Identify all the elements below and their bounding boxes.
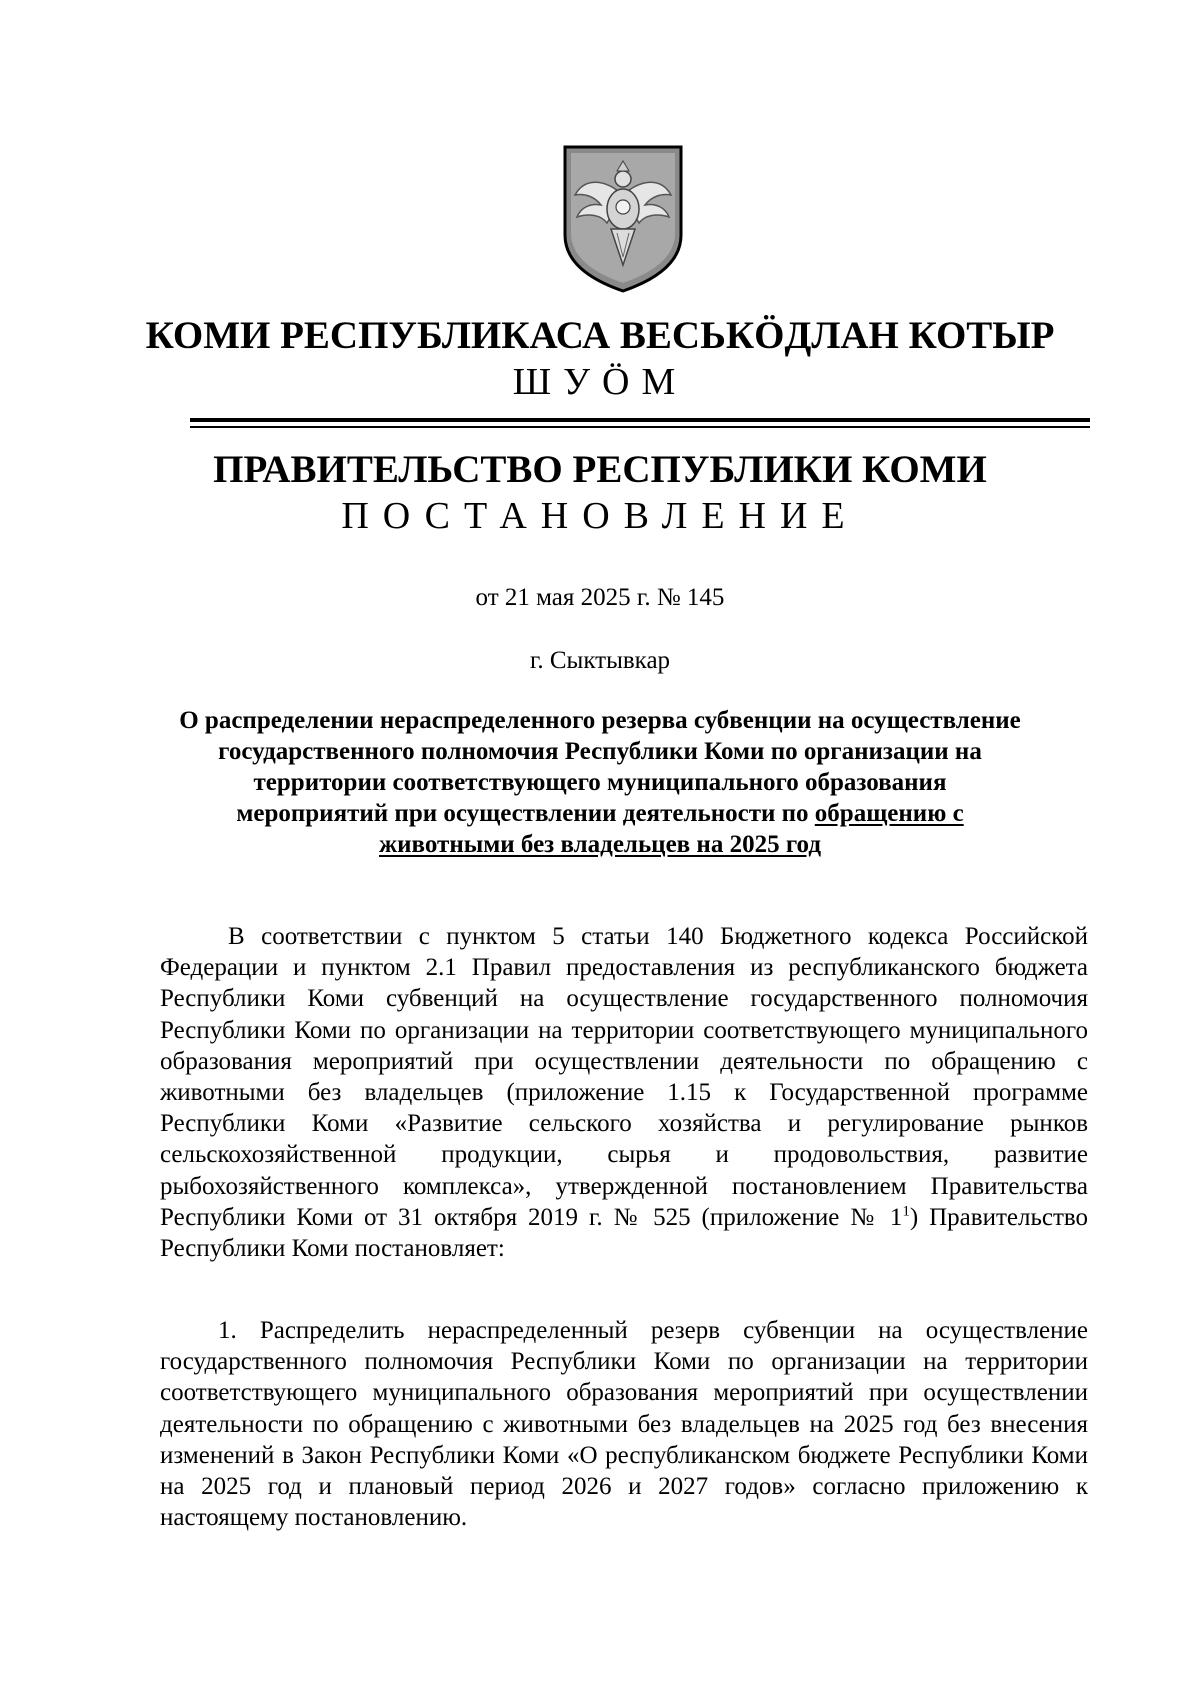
komi-doc-type: ШУӦМ [512,361,688,403]
preamble-main: В соответствии с пунктом 5 статьи 140 Бюджетного кодекса Российской Федерации и пунктом 2.1 Правил предоставления из республиканского бюджета Республики Коми субвенций на осуществление государственного полномочия Республики Коми по организации на территории соответствующего муниципального образования мероприятий при осуществлении деятельности по обращению с животными без владельцев (приложение 1.15 к Государственной программе Республики Коми «Развитие сельского хозяйства и регулирование рынков сельскохозяйственной продукции, сырья и продовольствия, развитие рыбохозяйственного комплекса», утвержденной постановлением Правительства Республики Коми от 31 октября 2019 г. № 525 (приложение № 1 [160,923,1088,1231]
komi-government-title: КОМИ РЕСПУБЛИКАСА ВЕСЬКӦДЛАН КОТЫР [145,314,1055,357]
preamble-tail: ) Правительство Республики Коми постановляет: [160,1203,1089,1263]
komi-coat-of-arms-icon [561,143,685,293]
subject-lead: О распределении нераспределенного резерва субвенции на осуществление государственного полномочия Республики Коми по организации на территории соответствующего муниципального образования мероприятий при осуществлении деятельности по [179,707,1021,827]
government-title: ПРАВИТЕЛЬСТВО РЕСПУБЛИКИ КОМИ [213,448,987,491]
preamble-paragraph [160,921,1088,1264]
document-subject [175,705,1025,860]
clause-1-paragraph: 1. Распределить нераспределенный резерв субвенции на осуществление государственного полномочия Республики Коми по организации на территории соответствующего муниципального образования мероприятий при осуществлении деятельности по обращению с животными без владельцев на 2025 год без внесения изменений в Закон Республики Коми «О республиканском бюджете Республики Коми на 2025 год и плановый период 2026 и 2027 годов» согласно приложению к настоящему постановлению. [160,1317,1088,1532]
doc-type: ПОСТАНОВЛЕНИЕ [341,495,859,537]
header-divider-thick [190,418,1090,422]
footnote-marker: 1 [902,1203,910,1220]
header-divider-thin [190,426,1090,428]
document-date-number: от 21 мая 2025 г. № 145 [475,584,725,611]
document-city: г. Сыктывкар [529,647,671,674]
subject-underlined: обращению с животными без владельцев на 2025 год [379,800,964,858]
